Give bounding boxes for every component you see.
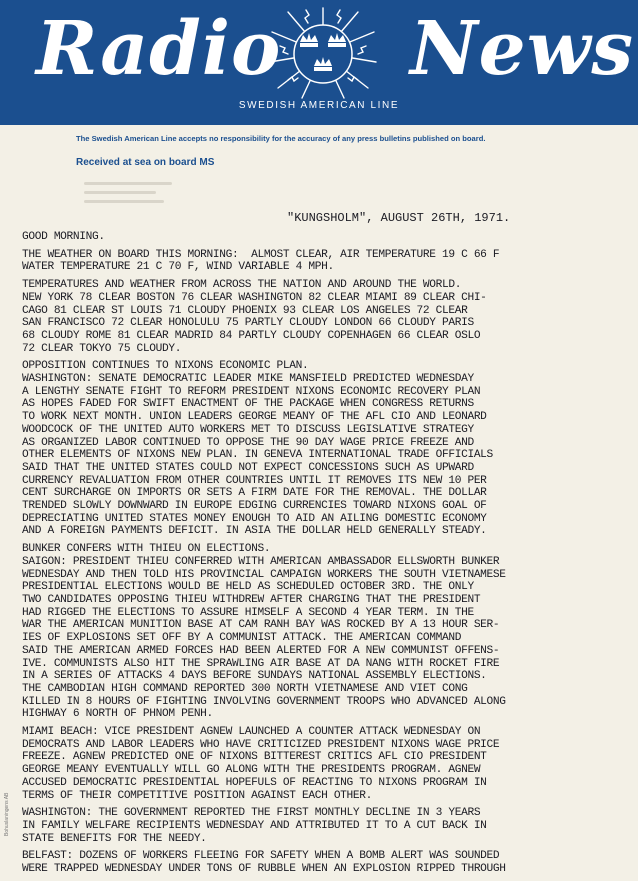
masthead	[0, 0, 638, 125]
bulletin-line: SAID THAT THE UNITED STATES COULD NOT EXPECT CONCESSIONS SUCH AS UPWARD	[22, 461, 474, 474]
bulletin-line: OTHER ELEMENTS OF NIXONS NEW PLAN. IN GENEVA INTERNATIONAL TRADE OFFICIALS	[22, 449, 493, 462]
bulletin-paragraph	[22, 279, 622, 355]
received-label: Received at sea on board MS	[76, 157, 215, 168]
bulletin-line: HAD RIGGED THE ELECTIONS TO ASSURE HIMSELF A SECOND 4 YEAR TERM. IN THE	[22, 606, 474, 619]
bulletin-paragraph	[22, 360, 622, 538]
bulletin-line: WASHINGTON: SENATE DEMOCRATIC LEADER MIKE MANSFIELD PREDICTED WEDNESDAY	[22, 373, 474, 386]
bulletin-paragraph	[22, 543, 622, 721]
faded-stamp	[84, 176, 184, 216]
bulletin-line: THE WEATHER ON BOARD THIS MORNING: ALMOST CLEAR, AIR TEMPERATURE 19 C 66 F	[22, 248, 500, 261]
bulletin-line: 72 CLEAR TOKYO 75 CLOUDY.	[22, 342, 182, 355]
bulletin-line: AND A FOREIGN PAYMENTS DEFICIT. IN ASIA THE DOLLAR HELD GENERALLY STEADY.	[22, 525, 487, 538]
bulletin-line: HIGHWAY 6 NORTH OF PHNOM PENH.	[22, 708, 213, 721]
bulletin-line: THE CAMBODIAN HIGH COMMAND REPORTED 300 NORTH VIETNAMESE AND VIET CONG	[22, 682, 468, 695]
bulletin-line: AS ORGANIZED LABOR CONTINUED TO OPPOSE THE 90 DAY WAGE PRICE FREEZE AND	[22, 436, 474, 449]
bulletin-body	[22, 231, 622, 881]
bulletin-line: GOOD MORNING.	[22, 231, 105, 243]
press-disclaimer: The Swedish American Line accepts no responsibility for the accuracy of any press bulletins published on board.	[76, 134, 486, 143]
bulletin-line: IN A SERIES OF ATTACKS 4 DAYS BEFORE SUNDAYS NATIONAL ASSEMBLY ELECTIONS.	[22, 670, 487, 683]
bulletin-line: IVE. COMMUNISTS ALSO HIT THE SPRAWLING AIR BASE AT DA NANG WITH ROCKET FIRE	[22, 657, 500, 670]
bulletin-line: TEMPERATURES AND WEATHER FROM ACROSS THE NATION AND AROUND THE WORLD.	[22, 279, 462, 292]
bulletin-line: DEMOCRATS AND LABOR LEADERS WHO HAVE CRITICIZED PRESIDENT NIXONS WAGE PRICE	[22, 738, 500, 751]
bulletin-line: NEW YORK 78 CLEAR BOSTON 76 CLEAR WASHINGTON 82 CLEAR MIAMI 89 CLEAR CHI-	[22, 291, 487, 304]
bulletin-paragraph	[22, 726, 622, 802]
bulletin-line: CURRENCY REVALUATION FROM OTHER COUNTRIES UNTIL IT REMOVES ITS NEW 10 PER	[22, 474, 487, 487]
bulletin-line: TO WORK NEXT MONTH. UNION LEADERS GEORGE MEANY OF THE AFL CIO AND LEONARD	[22, 411, 487, 424]
bulletin-line: 68 CLOUDY ROME 81 CLEAR MADRID 84 PARTLY CLOUDY COPENHAGEN 66 CLEAR OSLO	[22, 329, 481, 342]
bulletin-line: GEORGE MEANY EVENTUALLY WILL GO ALONG WITH THE PRESIDENTS PROGRAM. AGNEW	[22, 764, 481, 777]
bulletin-line: SAIGON: PRESIDENT THIEU CONFERRED WITH AMERICAN AMBASSADOR ELLSWORTH BUNKER	[22, 555, 500, 568]
bulletin-line: WASHINGTON: THE GOVERNMENT REPORTED THE FIRST MONTHLY DECLINE IN 3 YEARS	[22, 807, 481, 820]
bulletin-line: TWO CANDIDATES OPPOSING THIEU WITHDREW AFTER CHARGING THAT THE PRESIDENT	[22, 593, 481, 606]
bulletin-line: CAGO 81 CLEAR ST LOUIS 71 CLOUDY PHOENIX 93 CLEAR LOS ANGELES 72 CLEAR	[22, 304, 468, 317]
bulletin-line: PRESIDENTIAL ELECTIONS WOULD BE HELD AS SCHEDULED OCTOBER 3RD. THE ONLY	[22, 581, 474, 594]
bulletin-line: FREEZE. AGNEW PREDICTED ONE OF NIXONS BITTEREST CRITICS AFL CIO PRESIDENT	[22, 751, 487, 764]
bulletin-line: MIAMI BEACH: VICE PRESIDENT AGNEW LAUNCHED A COUNTER ATTACK WEDNESDAY ON	[22, 726, 481, 739]
bulletin-line: BUNKER CONFERS WITH THIEU ON ELECTIONS.	[22, 543, 271, 556]
bulletin-line: WERE TRAPPED WEDNESDAY UNDER TONS OF RUBBLE WHEN AN EXPLOSION RIPPED THROUGH	[22, 863, 506, 876]
masthead-title-radio: Radio	[36, 6, 282, 92]
bulletin-paragraph	[22, 807, 622, 845]
bulletin-paragraph	[22, 850, 622, 875]
bulletin-line: A LENGTHY SENATE FIGHT TO REFORM PRESIDENT NIXONS ECONOMIC RECOVERY PLAN	[22, 385, 481, 398]
bulletin-line: WATER TEMPERATURE 21 C 70 F, WIND VARIABLE 4 MPH.	[22, 261, 334, 274]
bulletin-line: IES OF EXPLOSIONS SET OFF BY A COMMUNIST ATTACK. THE AMERICAN COMMAND	[22, 632, 462, 645]
bulletin-line: BELFAST: DOZENS OF WORKERS FLEEING FOR SAFETY WHEN A BOMB ALERT WAS SOUNDED	[22, 850, 500, 863]
bulletin-line: TRENDED SLOWLY DOWNWARD IN EUROPE EDGING CURRENCIES TOWARD NIXONS GOAL OF	[22, 500, 487, 513]
bulletin-line: STATE BENEFITS FOR THE NEEDY.	[22, 832, 207, 845]
bulletin-line: WOODCOCK OF THE UNITED AUTO WORKERS MET TO DISCUSS LEGISLATIVE STRATEGY	[22, 423, 474, 436]
masthead-title-news: News	[410, 6, 635, 92]
bulletin-line: DEPRECIATING UNITED STATES MONEY ENOUGH TO AID AN AILING DOMESTIC ECONOMY	[22, 512, 487, 525]
bulletin-line: ACCUSED DEMOCRATIC PRESIDENTIAL HOPEFULS OF REACTING TO NIXONS PROGRAM IN	[22, 776, 487, 789]
printer-imprint: Bohuslaningens AB	[4, 792, 10, 836]
bulletin-paragraph	[22, 249, 622, 274]
bulletin-line: AS HOPES FADED FOR SWIFT ENACTMENT OF THE PACKAGE WHEN CONGRESS RETURNS	[22, 398, 474, 411]
bulletin-line: CENT SURCHARGE ON IMPORTS OR SETS A FIRM DATE FOR THE REMOVAL. THE DOLLAR	[22, 487, 487, 500]
bulletin-line: SAN FRANCISCO 72 CLEAR HONOLULU 75 PARTLY CLOUDY LONDON 66 CLOUDY PARIS	[22, 317, 474, 330]
bulletin-line: OPPOSITION CONTINUES TO NIXONS ECONOMIC PLAN.	[22, 360, 309, 373]
bulletin-paragraph	[22, 231, 622, 244]
three-crowns-icon	[268, 6, 378, 100]
bulletin-line: IN FAMILY WELFARE RECIPIENTS WEDNESDAY AND ATTRIBUTED IT TO A CUT BACK IN	[22, 819, 487, 832]
bulletin-line: SAID THE AMERICAN ARMED FORCES HAD BEEN ALERTED FOR A NEW COMMUNIST OFFENS-	[22, 644, 500, 657]
shipping-line-name: SWEDISH AMERICAN LINE	[238, 100, 400, 111]
dateline: "KUNGSHOLM", AUGUST 26TH, 1971.	[287, 211, 511, 225]
bulletin-line: WEDNESDAY AND THEN TOLD HIS PROVINCIAL CAMPAIGN WORKERS THE SOUTH VIETNAMESE	[22, 568, 506, 581]
bulletin-line: WAR THE AMERICAN MUNITION BASE AT CAM RANH BAY WAS ROCKED BY A 13 HOUR SER-	[22, 619, 500, 632]
bulletin-line: TERMS OF THEIR COMPETITIVE POSITION AGAINST EACH OTHER.	[22, 789, 372, 802]
bulletin-line: KILLED IN 8 HOURS OF FIGHTING INVOLVING GOVERNMENT TROOPS WHO ADVANCED ALONG	[22, 695, 506, 708]
